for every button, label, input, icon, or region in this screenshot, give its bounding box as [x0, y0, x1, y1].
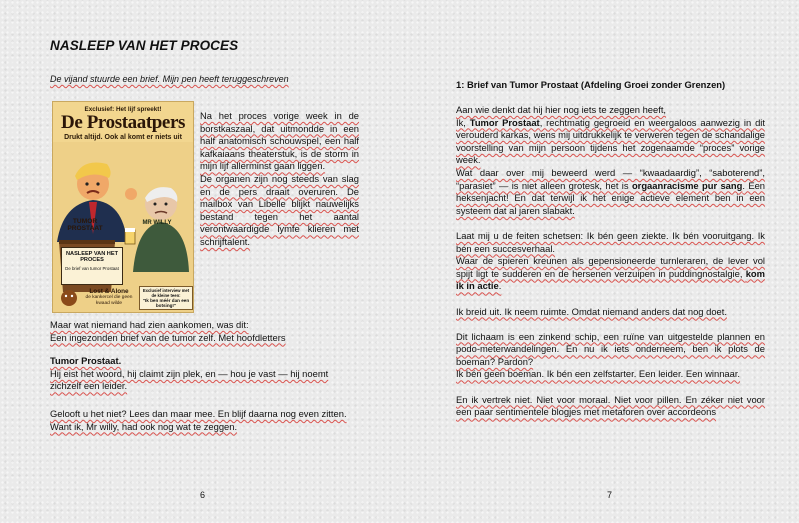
poster-sign-title: NASLEEP VAN HET PROCES: [65, 251, 118, 264]
letter-action-bold: kom ik in actie: [456, 267, 765, 292]
intro-line-unexpected: Maar wat niemand had zien aankomen, was dit:: [50, 319, 249, 330]
intro-line-mr-willy: Want ik, Mr willy, had ook nog wat te zeggen.: [50, 420, 238, 432]
letter-not-leaving: En ik vertrek niet. Niet voor moraal. Niet voor pillen. En zéker niet voor een paar sentimentele blogjes met metaforen over accordeons: [456, 393, 765, 418]
letter-leader: Ik bén geen boeman. Ik bén een zelfstarter. Een leider. Een winnaar.: [456, 368, 741, 380]
intro-paragraph-1: Na het proces vorige week in de borstkaszaal, dat uitmondde in een half anatomisch schouwspel, een half kafkaiaans theaterstuk, is de storm in mijn lijf allerminst gaan liggen.: [200, 110, 359, 172]
letter-action-pre: Waar de spieren kreunen als gepensioneerde turnleraren, de lever vol spijt ligt te sudderen en de hersenen verzuipen in puddingnostalgie,: [456, 255, 765, 279]
intro-text-block: [200, 110, 359, 249]
letter-orgaanracisme-bold: orgaanracisme pur sang: [631, 179, 743, 191]
letter-body: [456, 104, 765, 419]
poster-tagline: Drukt altijd. Ook al komt er niets uit: [64, 134, 182, 141]
page-number-left: 6: [200, 490, 206, 500]
letter-facts: Laat mij u de feiten schetsen: Ik bén geen ziekte. Ik bén vooruitgang. Ik bén een succesverhaal.: [456, 229, 765, 254]
letter-ik: Ik,: [456, 116, 470, 128]
prostaatpers-poster-image: [52, 101, 194, 313]
poster-masthead: De Prostaatpers: [61, 112, 185, 133]
intro-line-believe: Gelooft u het niet? Lees dan maar mee. En blijf daarna nog even zitten.: [50, 407, 347, 419]
letter-action-post: .: [498, 280, 502, 292]
letter-salutation: Aan wie denkt dat hij hier nog iets te zeggen heeft,: [456, 104, 667, 115]
letter-paragraph-intro: [456, 117, 765, 167]
letter-accusations-pre: Wat daar over mij beweerd werd — “kwaadaardig”, “saboterend”, “parasiet” — is niet alleen grotesk, het is: [456, 166, 765, 191]
poster-footer-left: [83, 288, 135, 306]
poster-sign-subtitle: De brief van tumor Prostaat: [65, 265, 119, 271]
letter-name-bold: Tumor Prostaat: [469, 116, 540, 128]
poster-footer-right-title: Exclusief interview met de kleine teen:: [142, 288, 190, 298]
letter-ship: Dit lichaam is een zinkend schip, een ruïne van uitgestelde plannen en podo-meterwandelingen. En nu ik iets onderneem, ben ik plots de boeman? Pardon?: [456, 330, 765, 367]
poster-sign-box: [61, 247, 123, 285]
poster-footer-left-title: Lost & Alone: [89, 288, 129, 295]
tumor-name: [50, 355, 360, 368]
poster-footer-left-text: de kankercel die geen kwaad wilde: [85, 295, 133, 306]
intro-line-letter: Een ingezonden brief van de tumor zelf. Met hoofdletters: [50, 331, 286, 343]
chapter-title: NASLEEP VAN HET PROCES: [50, 38, 239, 53]
intro-line-claim: Hij eist het woord, hij claimt zijn plek, en — hou je vast — hij noemt zichzelf een leider.: [50, 367, 329, 392]
intro-paragraph-2: De organen zijn nog steeds van slag en de pers draait overuren. De mailbox van Libelle blijkt nauwelijks bestand tegen het aantal verontwaardigde lymfe klieren met schrijftalent.: [200, 172, 359, 247]
poster-mr-willy-label: MR WILLY: [142, 220, 172, 226]
page-number-right: 7: [607, 490, 613, 500]
letter-accusations-post: . Een heksenjacht! En dat terwijl ik het enige actieve element ben in een systeem dat al jaren slabakt.: [456, 179, 766, 216]
poster-footer-right: [139, 286, 193, 310]
poster-kicker: Exclusief: Het lijf spreekt!: [84, 106, 162, 113]
poster-footer-right-quote: "Ik ben méér dan een botsing!": [142, 298, 190, 309]
letter-heading: 1: Brief van Tumor Prostaat (Afdeling Groei zonder Grenzen): [456, 79, 726, 90]
letter-intro-rest: , rechtmatig gegroeid en weergaloos aanwezig in dit verouderd karkas, wens mij uitdrukkelijk te verweren tegen de schandalige voorstelling van mijn persoon tijdens het zogenaamde “proces” vorige week.: [456, 116, 766, 166]
chapter-subtitle: De vijand stuurde een brief. Mijn pen heeft teruggeschreven: [50, 74, 289, 84]
letter-action: [456, 255, 765, 293]
letter-expand: Ik breid uit. Ik neem ruimte. Omdat niemand anders dat nog doet.: [456, 305, 727, 317]
poster-tumor-sign: TUMOR PROSTAAT: [67, 218, 103, 233]
letter-paragraph-accusations: [456, 167, 765, 217]
tumor-name-bold: Tumor Prostaat.: [50, 355, 122, 367]
letter-intro-block: [50, 319, 360, 433]
